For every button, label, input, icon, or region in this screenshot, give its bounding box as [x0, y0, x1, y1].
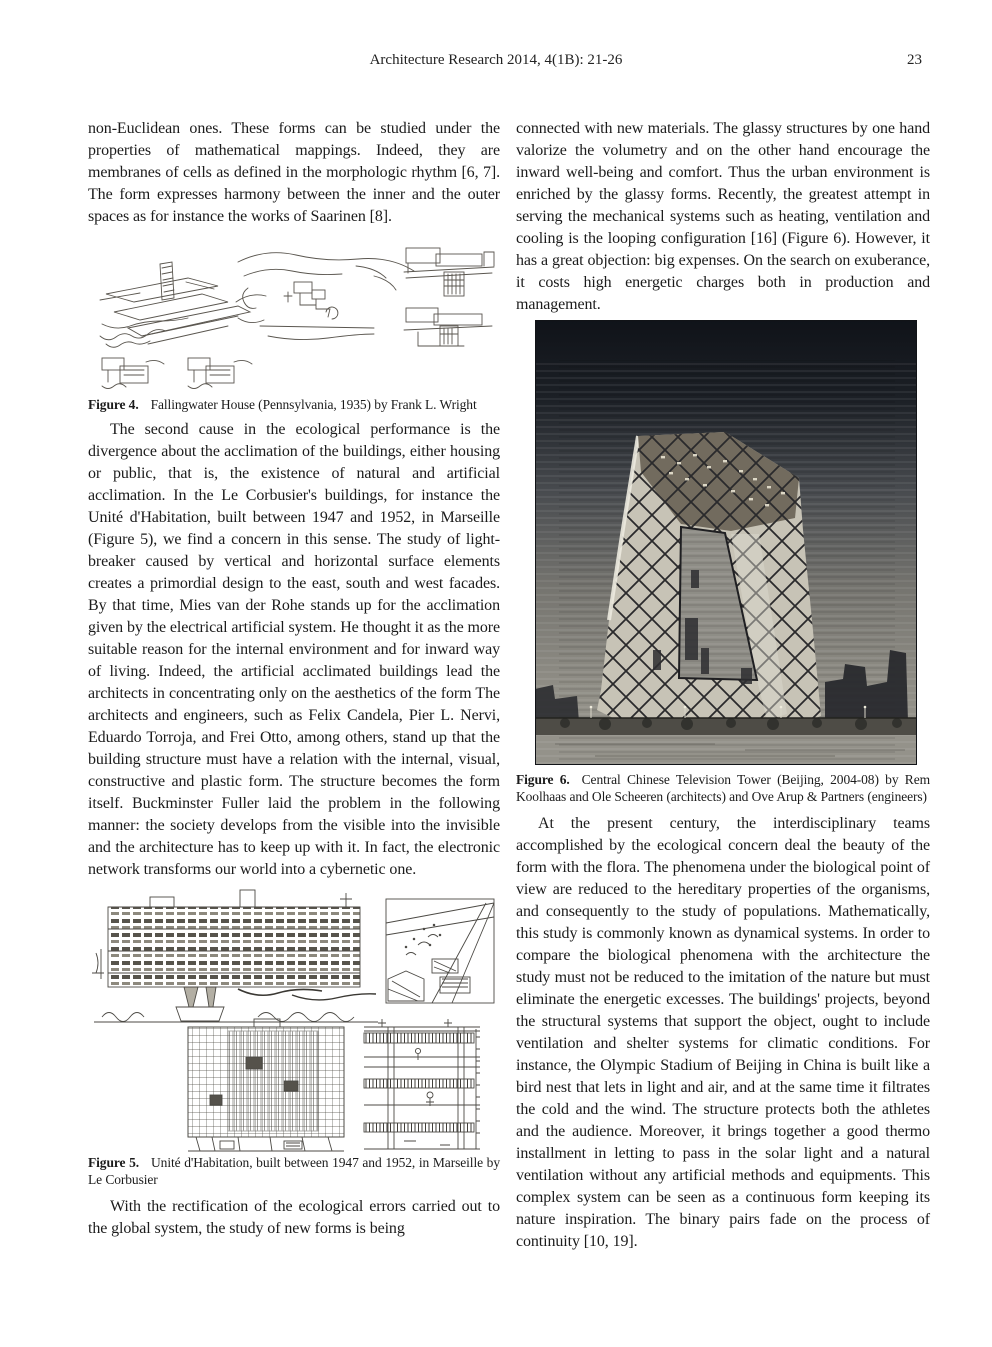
figure5-caption-text: Unité d'Habitation, built between 1947 and 1952, in Marseille by Le Corbusier — [88, 1155, 500, 1187]
paragraph: With the rectification of the ecological errors carried out to the global system, the study of new forms is being — [88, 1198, 500, 1237]
paragraph: At the present century, the interdisciplinary teams accomplished by the ecological concern deal the beauty of the form with the flora. The phenomena under the biological point of view are reduced to the hereditary properties of the organisms, and consequently to the study of populations. Mathematically, this study is commonly known as dynamical systems. In order to compare the biological phenomena with the architecture the study must not be reduced to the imitation of the nature but must eliminate the energetic excesses. The buildings' projects, beyond the structural systems that support the object, ought to include ventilation and shelter systems for climatic conditions. For instance, the Olympic Stadium of Beijing in China is built like a bird nest that lets in light and air, and at the same time it filtrates the cold and the wind. The structure protects both the athletes and the audience. Moreover, it brings together a good thermo installment in letting to pass in the solar light and a natural ventilation without any artificial methods and equipments. This complex system can be seen as a continuous form keeping its nature inspiration. The binary pairs fade on the process of continuity [10, 19]. — [516, 815, 930, 1250]
running-head: Architecture Research 2014, 4(1B): 21-26 — [369, 52, 623, 68]
figure4-image — [88, 236, 500, 394]
paragraph: connected with new materials. The glassy structures by one hand valorize the volumetry and on the other hand encourage the inward well-being and comfort. Thus the urban environment is enriched by the glassy forms. Recently, the greatest attempt in serving the mechanical systems such as heating, ventilation and cooling is the looping configuration [16] (Figure 6). However, it has a great objection: big expenses. On the search on exuberance, it costs high energetic charges both in production and management. — [516, 120, 930, 313]
figure6-caption-text: Central Chinese Television Tower (Beijing, 2004-08) by Rem Koolhaas and Ole Scheeren (architects) and Ove Arup & Partners (engineers) — [516, 772, 930, 804]
page-number: 23 — [907, 52, 922, 68]
figure5-image — [88, 889, 500, 1152]
unite-dhabitation-sketches-image — [88, 889, 500, 1152]
cctv-tower-photo-image — [535, 320, 917, 765]
paragraph: non-Euclidean ones. These forms can be studied under the properties of mathematical mappings. Indeed, they are membranes of cells as defined in the morphologic rhythm [6, 7]. The form expresses harmony between the inner and the outer spaces as for instance the works of Saarinen [8]. — [88, 120, 500, 225]
left-column — [88, 118, 500, 1240]
figure5-caption-label: Figure 5. — [88, 1155, 140, 1170]
right-column — [516, 118, 930, 1253]
figure6-caption — [516, 771, 930, 805]
figure4-caption-text: Fallingwater House (Pennsylvania, 1935) by Frank L. Wright — [150, 397, 477, 412]
figure4-caption-label: Figure 4. — [88, 397, 139, 412]
figure5-caption — [88, 1154, 500, 1188]
fallingwater-sketches-image — [88, 236, 500, 394]
figure4-caption — [88, 396, 500, 413]
figure6-image — [535, 320, 930, 765]
paragraph: The second cause in the ecological performance is the divergence about the acclimation of the buildings, either housing or public, that is, the existence of natural and artificial acclimation. In the Le Corbusier's buildings, for instance the Unité d'Habitation, built between 1947 and 1952, in Marseille (Figure 5), we find a concern in this sense. The study of light-breaker caused by vertical and horizontal surface elements creates a primordial design to the east, south and west facades. By that time, Mies van der Rohe stands up for the acclimation given by the electrical artificial system. He thought it as the more suitable reason for the internal environment and for inward way of living. Indeed, the artificial acclimated buildings lead the architects in concentrating only on the aesthetics of the form The architects and engineers, such as Felix Candela, Pier L. Nervi, Eduardo Torroja, and Frei Otto, among others, stand up that the building structure must have a relation with the internal, visual, constructive and plastic form. The structure becomes the form itself. Buckminster Fuller laid the problem in the following manner: the society develops from the visible into the invisible and the architecture has to keep up with it. In fact, the electronic network transforms our world into a cybernetic one. — [88, 421, 500, 878]
figure6-caption-label: Figure 6. — [516, 772, 570, 787]
